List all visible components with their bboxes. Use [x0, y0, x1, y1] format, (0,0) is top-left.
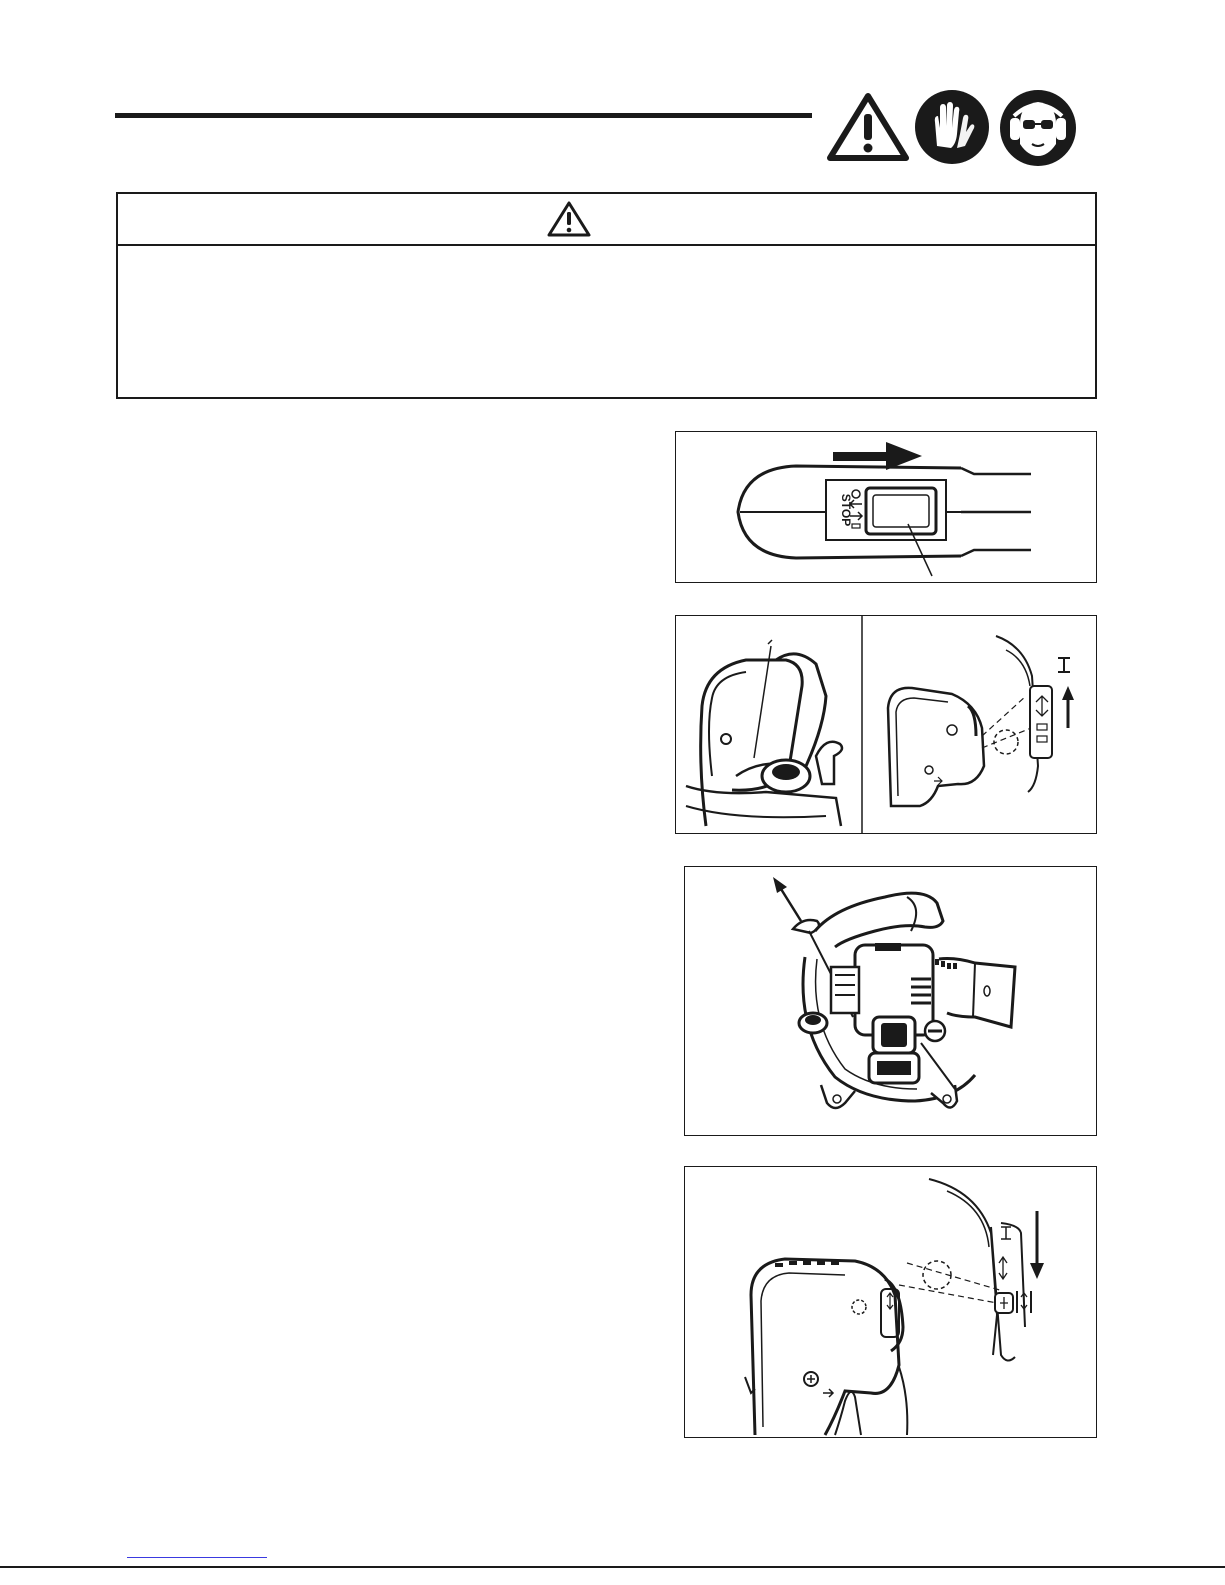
gloves-icon — [913, 88, 991, 171]
footer-rule — [0, 1566, 1225, 1568]
warning-box-header — [118, 194, 1095, 246]
eye-ear-protection-icon — [996, 88, 1080, 173]
figure-choke-cover — [675, 615, 1097, 834]
figure-stop-switch — [675, 431, 1097, 583]
warning-triangle-icon — [826, 92, 910, 167]
figure-starter-pull — [684, 866, 1097, 1136]
stop-label: STOP — [839, 493, 853, 527]
warning-triangle-icon — [546, 200, 592, 238]
header-rule — [115, 113, 812, 118]
figure-choke-lever — [684, 1166, 1097, 1438]
footer-link-rule — [127, 1557, 267, 1558]
warning-box — [116, 192, 1097, 399]
